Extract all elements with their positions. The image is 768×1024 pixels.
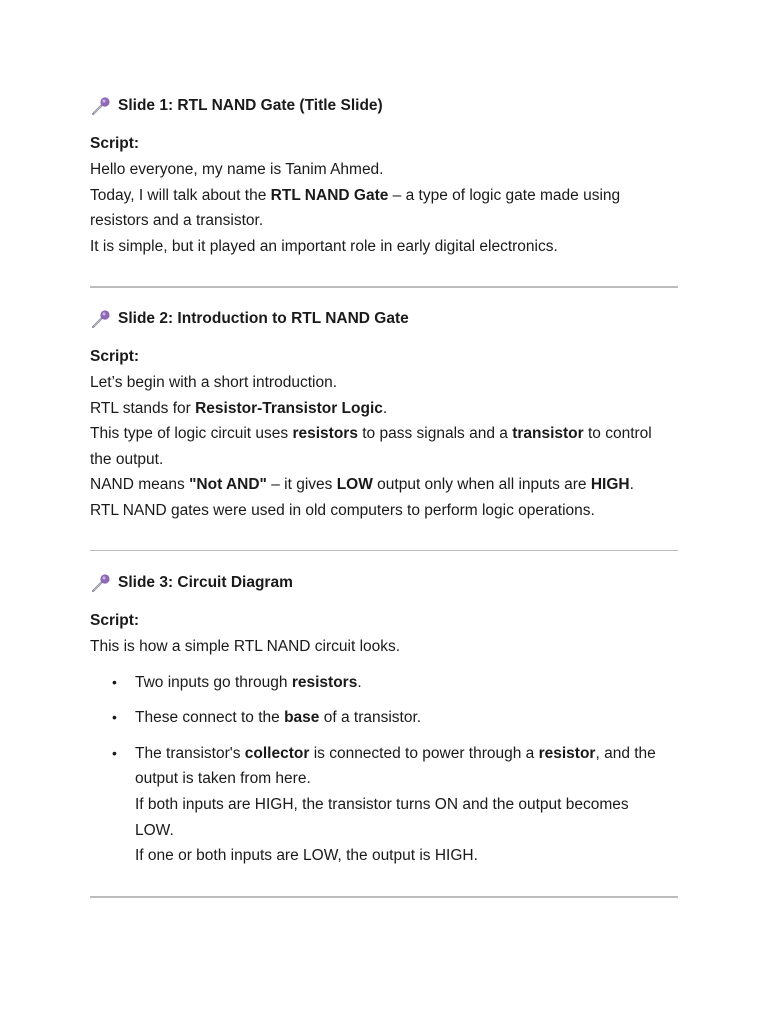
text-run: LOW. bbox=[135, 821, 174, 839]
text-run: RTL stands for bbox=[90, 399, 196, 417]
text-line bbox=[90, 370, 652, 396]
text-run: If both inputs are HIGH, the transistor turns ON and the output becomes bbox=[135, 795, 629, 813]
slide-2-heading bbox=[90, 308, 652, 330]
text-run: output is taken from here. bbox=[135, 770, 311, 788]
bold-text: "Not AND" bbox=[189, 476, 267, 494]
text-run: This type of logic circuit uses bbox=[90, 425, 293, 443]
text-line bbox=[90, 183, 620, 209]
text-run: Two inputs go through bbox=[135, 673, 292, 691]
text-run: It is simple, but it played an important role in early digital electronics. bbox=[90, 237, 558, 255]
text-run: This is how a simple RTL NAND circuit looks. bbox=[90, 638, 401, 655]
slide-2-body bbox=[90, 370, 652, 524]
script-label: Script: bbox=[90, 135, 140, 152]
bold-text: Resistor-Transistor Logic bbox=[195, 399, 383, 417]
text-line bbox=[90, 396, 652, 422]
text-run: is connected to power through a bbox=[309, 744, 539, 762]
script-label: Script: bbox=[90, 612, 140, 629]
section-divider bbox=[90, 286, 678, 288]
slide-title: Slide 3: Circuit Diagram bbox=[118, 574, 293, 591]
text-run: If one or both inputs are LOW, the output is HIGH. bbox=[135, 847, 478, 865]
text-line bbox=[135, 766, 656, 792]
text-run: – a type of logic gate made using bbox=[388, 186, 621, 204]
slide-3-section bbox=[90, 572, 656, 869]
text-line bbox=[135, 792, 656, 818]
text-run: – it gives bbox=[266, 476, 337, 494]
text-line bbox=[90, 421, 652, 447]
slide-3-heading bbox=[90, 572, 656, 594]
text-line bbox=[90, 447, 652, 473]
bold-text: collector bbox=[244, 744, 310, 762]
section-divider bbox=[90, 550, 678, 551]
bold-text: HIGH bbox=[590, 476, 630, 494]
slide-title: Slide 2: Introduction to RTL NAND Gate bbox=[118, 310, 409, 327]
bullet-marker: • bbox=[112, 673, 117, 690]
slide-1-heading bbox=[90, 95, 620, 117]
slide-3-body bbox=[90, 634, 656, 660]
text-run: the output. bbox=[90, 450, 164, 468]
text-run: to pass signals and a bbox=[357, 425, 513, 443]
slide-1-section bbox=[90, 95, 620, 259]
slide-1-body bbox=[90, 157, 620, 259]
text-line bbox=[90, 472, 652, 498]
slide-2-section bbox=[90, 308, 652, 524]
bold-text: transistor bbox=[512, 425, 584, 443]
bold-text: resistors bbox=[292, 425, 358, 443]
text-line bbox=[135, 843, 656, 869]
script-label: Script: bbox=[90, 348, 140, 365]
text-run: Today, I will talk about the bbox=[90, 186, 271, 204]
text-run: Let’s begin with a short introduction. bbox=[90, 374, 338, 391]
text-line bbox=[135, 741, 656, 767]
slide-title: Slide 1: RTL NAND Gate (Title Slide) bbox=[118, 97, 383, 114]
bold-text: resistors bbox=[291, 673, 358, 691]
list-item bbox=[90, 670, 656, 696]
text-run: RTL NAND gates were used in old computers to perform logic operations. bbox=[90, 501, 595, 519]
bold-text: LOW bbox=[336, 476, 373, 494]
text-run: These connect to the bbox=[135, 709, 285, 727]
list-item bbox=[90, 741, 656, 869]
text-line bbox=[90, 157, 620, 183]
section-divider bbox=[90, 896, 678, 898]
text-run: NAND means bbox=[90, 476, 190, 494]
text-line bbox=[90, 208, 620, 234]
microphone-icon bbox=[90, 95, 112, 117]
text-run: of a transistor. bbox=[319, 709, 422, 727]
text-run: . bbox=[629, 476, 634, 494]
list-item-text bbox=[135, 741, 656, 869]
list-item-text bbox=[135, 670, 656, 696]
text-line bbox=[135, 670, 656, 696]
text-line bbox=[90, 234, 620, 260]
text-run: output only when all inputs are bbox=[372, 476, 591, 494]
bold-text: RTL NAND Gate bbox=[270, 186, 389, 204]
text-run: to control bbox=[583, 425, 652, 443]
bullet-marker: • bbox=[112, 709, 117, 726]
text-run: . bbox=[382, 399, 388, 417]
text-line bbox=[90, 634, 656, 660]
list-item-text bbox=[135, 705, 656, 731]
text-run: . bbox=[357, 673, 362, 691]
text-run: , and the bbox=[595, 744, 656, 762]
microphone-icon bbox=[90, 572, 112, 594]
text-line bbox=[90, 498, 652, 524]
text-line bbox=[135, 705, 656, 731]
text-run: Hello everyone, my name is Tanim Ahmed. bbox=[90, 161, 384, 178]
bullet-list bbox=[90, 670, 656, 869]
text-run: resistors and a transistor. bbox=[90, 212, 264, 230]
bullet-marker: • bbox=[112, 744, 117, 761]
bold-text: base bbox=[284, 709, 320, 727]
microphone-icon bbox=[90, 308, 112, 330]
text-run: The transistor's bbox=[135, 744, 245, 762]
list-item bbox=[90, 705, 656, 731]
text-line bbox=[135, 818, 656, 844]
bold-text: resistor bbox=[538, 744, 596, 762]
